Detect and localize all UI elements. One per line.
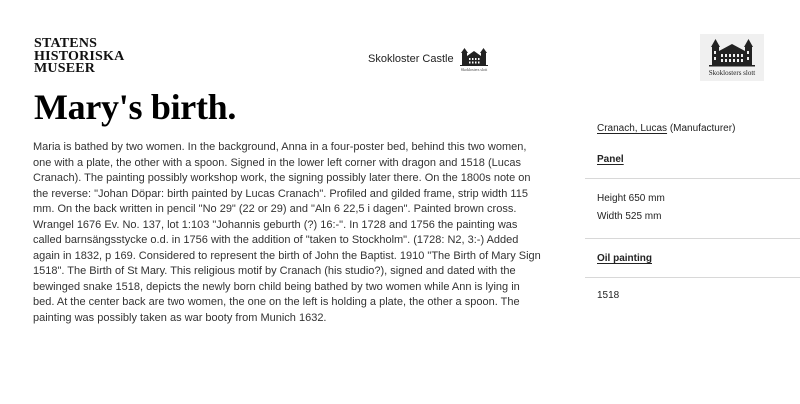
museum-logo[interactable]: [34, 38, 124, 76]
castle-logo-box[interactable]: [700, 34, 764, 81]
divider: [585, 277, 800, 278]
material-link[interactable]: Panel: [597, 154, 624, 165]
logo-line-3: MUSEER: [34, 61, 96, 76]
logo-line-2: HISTORISKA: [34, 48, 125, 64]
logo-line-1: STATENS: [34, 36, 98, 51]
divider: [585, 238, 800, 239]
creator-line: [597, 123, 735, 134]
artwork-description: Maria is bathed by two women. In the background, Anna in a four-poster bed, behind this two women, one with a plate, the other with a spoon. Signed in the lower left corner with dragon and 1518 (Lucas Cranach). The painting possibly workshop work, the signing possibly later there. On the 1800s note on the reverse: "Johan Döpar: birth painted by Lucas Cranach". Profiled and gilded frame, strip width 115 mm. On the back written in pencil "No 29" (22 or 29) and "Aln 6 22,5 i dagen". Painted brown cross. Wrangel 1676 Ev. No. 137, lot 1:103 "Johannis geburth (?) 16:-". In 1728 and 1756 the painting was called barnsängsstycke o.d. in 1756 with the addition of "taken to Stockholm". (1728: N2, 3:-) Added again in 1832, p 169. Considered to represent the birth of John the Baptist. 1910 "The Birth of Mary Sign 1518". The Birth of St Mary. This religious motif by Cranach (his studio?), signed and dated with the bewinged snake 1518, depicts the newly born child being bathed by two women while Ann is lying in bed. At the center back are two women, the one on the left is holding a plate, the other a spoon. The painting was possibly taken as war booty from Munich 1632.: [33, 141, 541, 324]
castle-small-caption: Skoklosters slott: [460, 67, 488, 72]
divider: [585, 178, 800, 179]
page-title: Mary's birth.: [34, 87, 237, 127]
technique-link[interactable]: Oil painting: [597, 253, 652, 264]
date-value: 1518: [597, 290, 620, 301]
castle-large-icon: [709, 38, 755, 70]
creator-link[interactable]: Cranach, Lucas: [597, 123, 668, 134]
header: [0, 0, 800, 90]
height-value: Height 650 mm: [597, 193, 665, 204]
castle-label[interactable]: Skokloster Castle: [368, 53, 454, 65]
castle-box-caption: Skoklosters slott: [708, 69, 756, 77]
creator-role: (Manufacturer): [669, 123, 736, 134]
width-value: Width 525 mm: [597, 211, 662, 222]
